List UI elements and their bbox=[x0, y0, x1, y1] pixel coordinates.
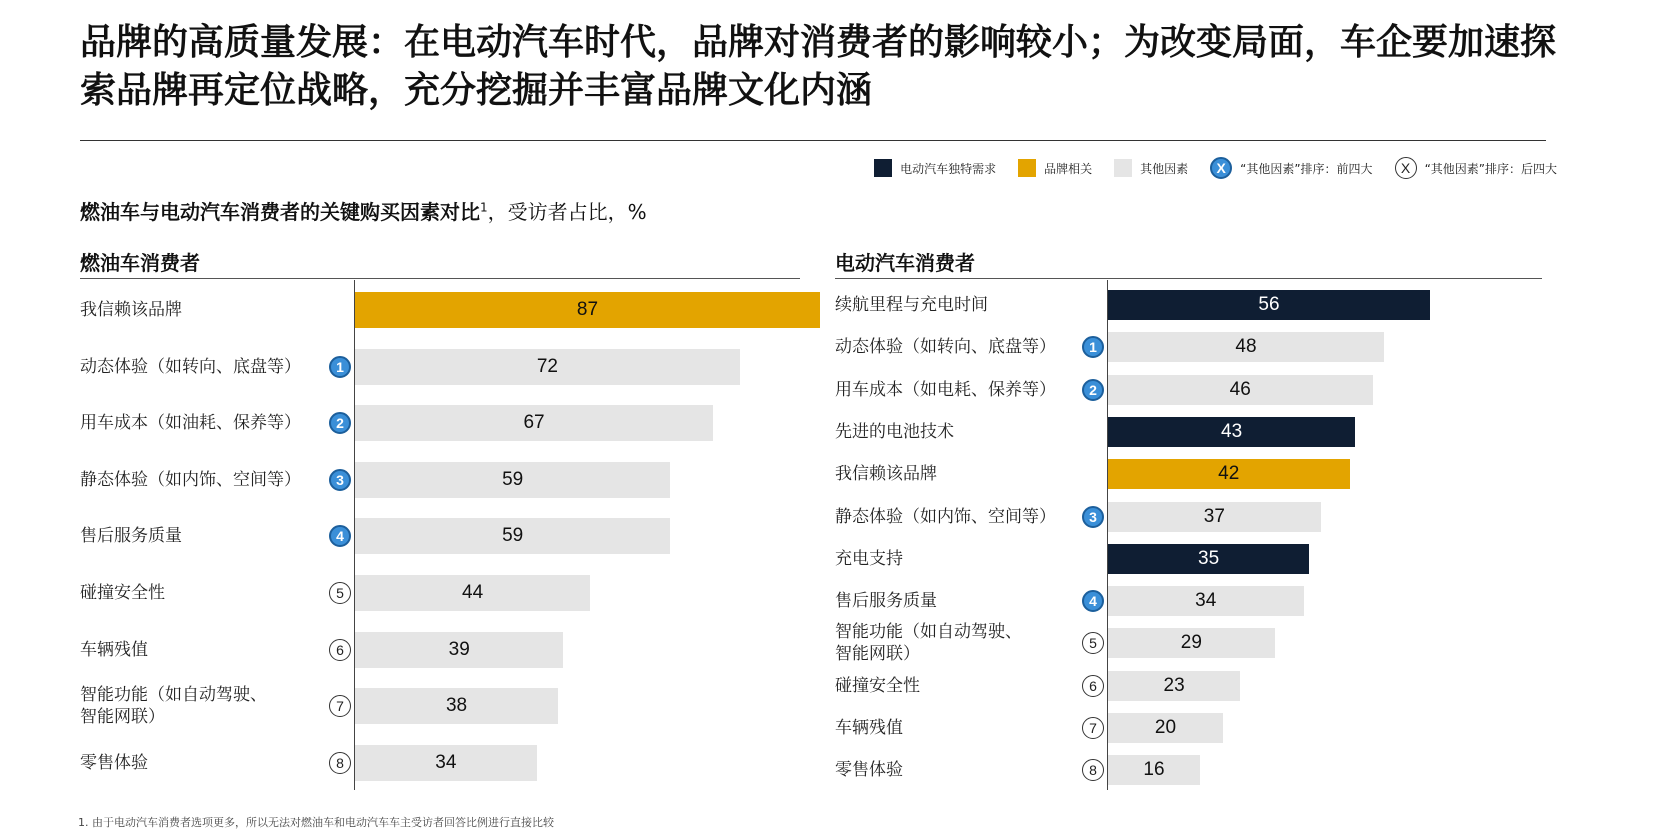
bar-value-label: 48 bbox=[1235, 336, 1257, 358]
subtitle-unit: ，受访者占比，% bbox=[487, 200, 647, 224]
bar-value-label: 35 bbox=[1198, 547, 1220, 569]
bar-value-label: 46 bbox=[1229, 378, 1251, 400]
rank-badge: 5 bbox=[329, 582, 351, 604]
footnote: 1. 由于电动汽车消费者选项更多，所以无法对燃油车和电动汽车车主受访者回答比例进行直接比较 bbox=[78, 816, 554, 829]
bar-value-label: 39 bbox=[448, 638, 470, 660]
rank-badge: 8 bbox=[329, 752, 351, 774]
page-title: 品牌的高质量发展：在电动汽车时代，品牌对消费者的影响较小；为改变局面，车企要加速探索品牌再定位战略，充分挖掘并丰富品牌文化内涵 bbox=[80, 21, 1557, 111]
rank-badge: 7 bbox=[1082, 717, 1104, 739]
rank-badge: 6 bbox=[1082, 675, 1104, 697]
bar-value-label: 59 bbox=[502, 525, 524, 547]
category-label: 静态体验（如内饰、空间等） bbox=[80, 469, 301, 490]
category-label: 车辆残值 bbox=[80, 639, 148, 660]
bar-value-label: 34 bbox=[1195, 590, 1217, 612]
bar-value-label: 23 bbox=[1163, 674, 1185, 696]
category-label: 续航里程与充电时间 bbox=[835, 295, 988, 315]
rank-badge: 2 bbox=[1082, 379, 1104, 401]
legend-label-brand: 品牌相关 bbox=[1044, 161, 1093, 176]
legend-item-top4 bbox=[1210, 157, 1372, 179]
panel-title-ev: 电动汽车消费者 bbox=[835, 251, 975, 275]
category-label: 静态体验（如内饰、空间等） bbox=[835, 506, 1056, 527]
category-label: 充电支持 bbox=[835, 548, 903, 569]
legend-badge-outline: X bbox=[1395, 157, 1417, 179]
bar-value-label: 43 bbox=[1221, 420, 1243, 442]
subtitle-footnote-mark: 1 bbox=[480, 200, 488, 215]
category-label: 碰撞安全性 bbox=[835, 675, 920, 696]
rank-badge: 5 bbox=[1082, 632, 1104, 654]
category-label: 智能功能（如自动驾驶、 智能网联） bbox=[835, 622, 1022, 665]
bar-value-label: 42 bbox=[1218, 463, 1240, 485]
category-label: 动态体验（如转向、底盘等） bbox=[80, 356, 301, 377]
category-label: 零售体验 bbox=[80, 752, 148, 773]
bar-value-label: 59 bbox=[502, 468, 524, 490]
category-label: 先进的电池技术 bbox=[835, 421, 954, 442]
legend-item-bottom4 bbox=[1395, 157, 1557, 179]
category-label: 用车成本（如电耗、保养等） bbox=[835, 379, 1056, 400]
category-label: 用车成本（如油耗、保养等） bbox=[80, 413, 301, 434]
rank-badge: 3 bbox=[1082, 506, 1104, 528]
legend-label-bottom4: “其他因素”排序：后四大 bbox=[1424, 161, 1557, 176]
category-label: 我信赖该品牌 bbox=[80, 300, 182, 320]
rank-badge: 6 bbox=[329, 639, 351, 661]
bar-value-label: 29 bbox=[1180, 632, 1202, 654]
bar-value-label: 87 bbox=[576, 299, 599, 320]
legend-label-other: 其他因素 bbox=[1140, 161, 1189, 176]
category-label: 智能功能（如自动驾驶、 智能网联） bbox=[80, 685, 267, 728]
legend-swatch-ev-unique bbox=[874, 159, 892, 177]
rank-badge: 2 bbox=[329, 412, 351, 434]
legend-swatch-other bbox=[1114, 159, 1132, 177]
bar-value-label: 56 bbox=[1258, 294, 1280, 315]
legend-badge-filled: X bbox=[1210, 157, 1232, 179]
rank-badge: 4 bbox=[329, 525, 351, 547]
chart-subtitle bbox=[80, 196, 647, 225]
legend-item-other bbox=[1114, 159, 1188, 177]
category-label: 零售体验 bbox=[835, 760, 903, 781]
chart-legend bbox=[874, 157, 1557, 179]
legend-label-top4: “其他因素”排序：前四大 bbox=[1240, 161, 1373, 176]
category-label: 碰撞安全性 bbox=[80, 583, 165, 603]
rank-badge: 3 bbox=[329, 469, 351, 491]
legend-label-ev-unique: 电动汽车独特需求 bbox=[900, 161, 997, 176]
bar-value-label: 72 bbox=[536, 355, 558, 377]
panel-title-ice: 燃油车消费者 bbox=[80, 251, 200, 275]
rank-badge: 8 bbox=[1082, 759, 1104, 781]
rank-badge: 1 bbox=[329, 356, 351, 378]
rank-badge: 1 bbox=[1082, 336, 1104, 358]
title-divider bbox=[80, 140, 1546, 141]
bar-value-label: 34 bbox=[435, 751, 457, 773]
panel-divider-ev bbox=[835, 278, 1542, 279]
category-label: 售后服务质量 bbox=[80, 526, 182, 547]
rank-badge: 7 bbox=[329, 695, 351, 717]
category-label: 我信赖该品牌 bbox=[835, 464, 937, 485]
bar-value-label: 37 bbox=[1203, 505, 1225, 527]
bar-value-label: 67 bbox=[523, 412, 545, 434]
bar-value-label: 20 bbox=[1154, 717, 1177, 738]
rank-badge: 4 bbox=[1082, 590, 1104, 612]
legend-item-ev-unique bbox=[874, 159, 996, 177]
bar-value-label: 38 bbox=[445, 695, 468, 717]
category-label: 动态体验（如转向、底盘等） bbox=[835, 337, 1056, 358]
subtitle-main: 燃油车与电动汽车消费者的关键购买因素对比 bbox=[80, 200, 480, 224]
category-label: 售后服务质量 bbox=[835, 591, 937, 612]
panel-divider-ice bbox=[80, 278, 800, 279]
category-label: 车辆残值 bbox=[835, 718, 903, 738]
bar-value-label: 16 bbox=[1143, 759, 1165, 781]
legend-swatch-brand bbox=[1018, 159, 1036, 177]
bar-value-label: 44 bbox=[462, 582, 484, 603]
legend-item-brand bbox=[1018, 159, 1092, 177]
